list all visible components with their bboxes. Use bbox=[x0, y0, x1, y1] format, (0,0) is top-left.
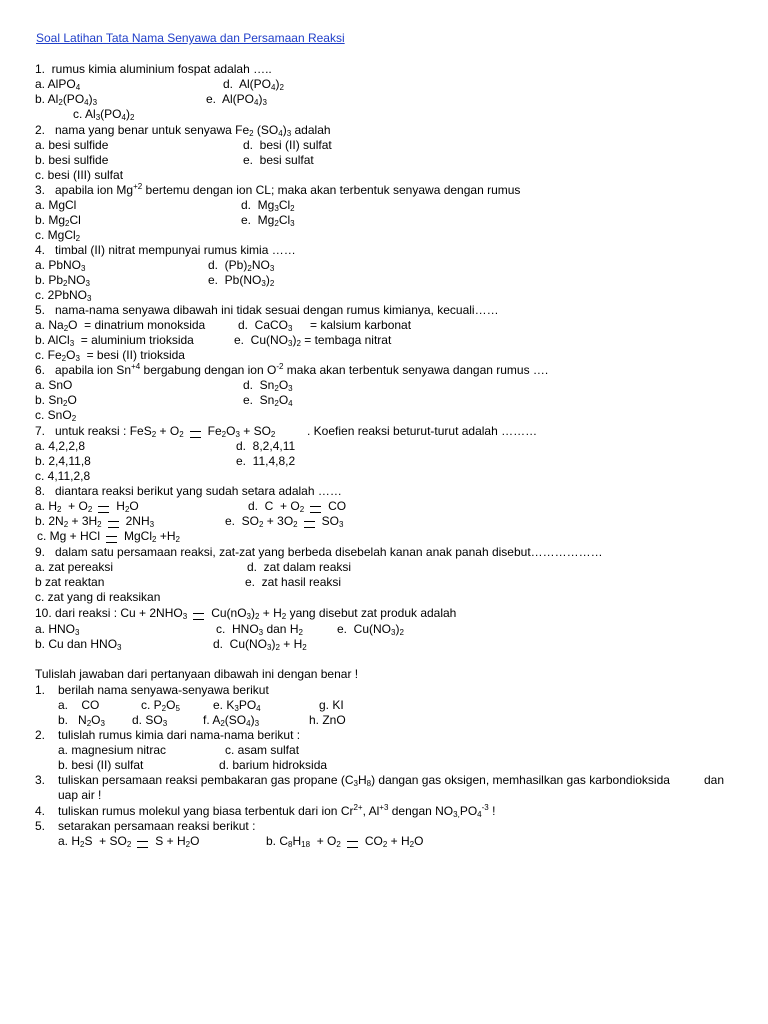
q7-options-row3: c. 4,11,2,8 bbox=[35, 469, 91, 483]
essay-5: 5. setarakan persamaan reaksi berikut : bbox=[35, 819, 256, 833]
page-title: Soal Latihan Tata Nama Senyawa dan Persamaan Reaksi bbox=[36, 31, 345, 45]
reaction-arrow-icon bbox=[137, 841, 148, 848]
q7-options-row1: a. 4,2,2,8 d. 8,2,4,11 bbox=[35, 439, 296, 453]
essay-2-items-row2: b. besi (II) sulfat d. barium hidroksida bbox=[58, 758, 328, 772]
q8-options-row1: a. $H_2 + O_2$ $H_2O$ d. $C + O_2$ CO bbox=[35, 499, 347, 514]
q2-options-row1: a. besi sulfide d. besi (II) sulfat bbox=[35, 138, 332, 152]
essay-3-cont: uap air ! bbox=[58, 788, 102, 802]
question-8: 8. diantara reaksi berikut yang sudah setara adalah …… bbox=[35, 484, 342, 498]
essay-1: 1. berilah nama senyawa-senyawa berikut bbox=[35, 683, 269, 697]
q1-options-row2: b. $Al_2(PO_4)_3$ e. $Al(PO_4)_3$ bbox=[35, 92, 267, 107]
q9-options-row1: a. zat pereaksi d. zat dalam reaksi bbox=[35, 560, 352, 574]
q10-options-row2: b. Cu dan $HNO_3$ d. $Cu(NO_3)_2 + H_2$ bbox=[35, 637, 307, 652]
q6-options-row2: b. $Sn_2O$ e. $Sn_2O_4$ bbox=[35, 393, 293, 408]
q7-options-row2: b. 2,4,11,8 e. 11,4,8,2 bbox=[35, 454, 296, 468]
reaction-arrow-icon bbox=[108, 521, 119, 528]
q4-options-row3: c. 2PbNO$_3$ bbox=[35, 288, 92, 303]
question-2: 2. nama yang benar untuk senyawa $Fe_2$ $(SO_4)_3$ adalah bbox=[35, 123, 331, 138]
q9-options-row2: b zat reaktan e. zat hasil reaksi bbox=[35, 575, 342, 589]
q4-options-row2: b. $Pb_2NO_3$ e. $Pb(NO_3)_2$ bbox=[35, 273, 275, 288]
essay-5-items: a. $H_2S + SO_2$ $S + H_2O$ b. $C_8H_{18} + O_2$ $CO_2 + H_2O$ bbox=[58, 834, 424, 849]
q4-options-row1: a. PbNO$_3$ d. $(Pb)_2NO_3$ bbox=[35, 258, 275, 273]
q8-options-row3: c. Mg + HCl MgCl$_2$ $+H_2$ bbox=[37, 529, 180, 544]
q3-options-row1: a. MgCl d. $Mg_3Cl_2$ bbox=[35, 198, 295, 213]
reaction-arrow-icon bbox=[310, 506, 321, 513]
section-2-intro-text: Tulislah jawaban dari pertanyaan dibawah ini dengan benar ! bbox=[35, 667, 359, 681]
reaction-arrow-icon bbox=[98, 506, 109, 513]
q9-options-row3: c. zat yang di reaksikan bbox=[35, 590, 161, 604]
question-4: 4. timbal (II) nitrat mempunyai rumus kimia …… bbox=[35, 243, 296, 257]
reaction-arrow-icon bbox=[193, 613, 204, 620]
reaction-arrow-icon bbox=[106, 536, 117, 543]
question-10: 10. dari reaksi : $Cu + 2NHO_3$ $Cu(nO_3)_2 + H_2$ yang disebut zat produk adalah bbox=[35, 606, 457, 621]
question-3: 3. apabila ion $Mg^{+2}$ bertemu dengan ion CL; maka akan terbentuk senyawa dengan rumus bbox=[35, 182, 521, 197]
question-1: 1. rumus kimia aluminium fospat adalah ….. bbox=[35, 62, 272, 76]
q10-options-row1: a. $HNO_3$ c. $HNO_3$ dan $H_2$ e. $Cu(NO_3)_2$ bbox=[35, 622, 404, 637]
q3-options-row3: c. MgCl$_2$ bbox=[35, 228, 81, 243]
reaction-arrow-icon bbox=[304, 521, 315, 528]
question-7: 7. untuk reaksi : $FeS_2 + O_2$ $Fe_2O_3 + SO_2$ . Koefien reaksi beturut-turut adalah ……… bbox=[35, 424, 538, 439]
essay-3: 3. tuliskan persamaan reaksi pembakaran gas propane $(C_3H_8)$ dangan gas oksigen, memhasilkan gas karbondioksida dan bbox=[35, 773, 725, 788]
q2-options-row3: c. besi (III) sulfat bbox=[35, 168, 124, 182]
q1-options-row1: a. AlPO$_4$ d. $Al(PO_4)_2$ bbox=[35, 77, 284, 92]
essay-1-items-row2: b. $N_2O_3$ d. $SO_3$ f. $A_2(SO_4)_3$ h. ZnO bbox=[58, 713, 346, 728]
q1-options-row3: c. $Al_3(PO_4)_2$ bbox=[73, 107, 135, 122]
q3-options-row2: b. $Mg_2Cl$ e. $Mg_2Cl_3$ bbox=[35, 213, 295, 228]
question-6: 6. apabila ion $Sn^{+4}$ bergabung dengan ion $O^{-2}$ maka akan terbentuk senyawa dangan rumus …. bbox=[35, 362, 549, 377]
question-9: 9. dalam satu persamaan reaksi, zat-zat yang berbeda disebelah kanan anak panah disebut……………… bbox=[35, 545, 603, 559]
reaction-arrow-icon bbox=[347, 841, 358, 848]
essay-2: 2. tulislah rumus kimia dari nama-nama berikut : bbox=[35, 728, 301, 742]
section-2-intro bbox=[0, 667, 768, 682]
q2-options-row2: b. besi sulfide e. besi sulfat bbox=[35, 153, 314, 167]
q5-options-row3: c. $Fe_2O_3$ = besi (II) trioksida bbox=[35, 348, 185, 363]
question-5: 5. nama-nama senyawa dibawah ini tidak sesuai dengan rumus kimianya, kecuali…… bbox=[35, 303, 499, 317]
q5-options-row1: a. $Na_2O$ = dinatrium monoksida d. CaCO$_3$ = kalsium karbonat bbox=[35, 318, 412, 333]
essay-2-items-row1: a. magnesium nitrac c. asam sulfat bbox=[58, 743, 300, 757]
q6-options-row3: c. SnO$_2$ bbox=[35, 408, 77, 423]
q5-options-row2: b. AlCl$_3$ = aluminium trioksida e. $Cu(NO_3)_2$ = tembaga nitrat bbox=[35, 333, 392, 348]
essay-1-items-row1: a. CO c. $P_2O_5$ e. $K_3PO_4$ g. KI bbox=[58, 698, 344, 713]
q6-options-row1: a. SnO d. $Sn_2O_3$ bbox=[35, 378, 293, 393]
q8-options-row2: b. $2N_2 + 3H_2$ $2NH_3$ e. $SO_2 + 3O_2$ $SO_3$ bbox=[35, 514, 344, 529]
reaction-arrow-icon bbox=[190, 431, 201, 438]
essay-4: 4. tuliskan rumus molekul yang biasa terbentuk dari ion $Cr^{2+}$, $Al^{+3}$ dengan $NO_{3,}PO_4^{-3}$ ! bbox=[35, 803, 496, 819]
